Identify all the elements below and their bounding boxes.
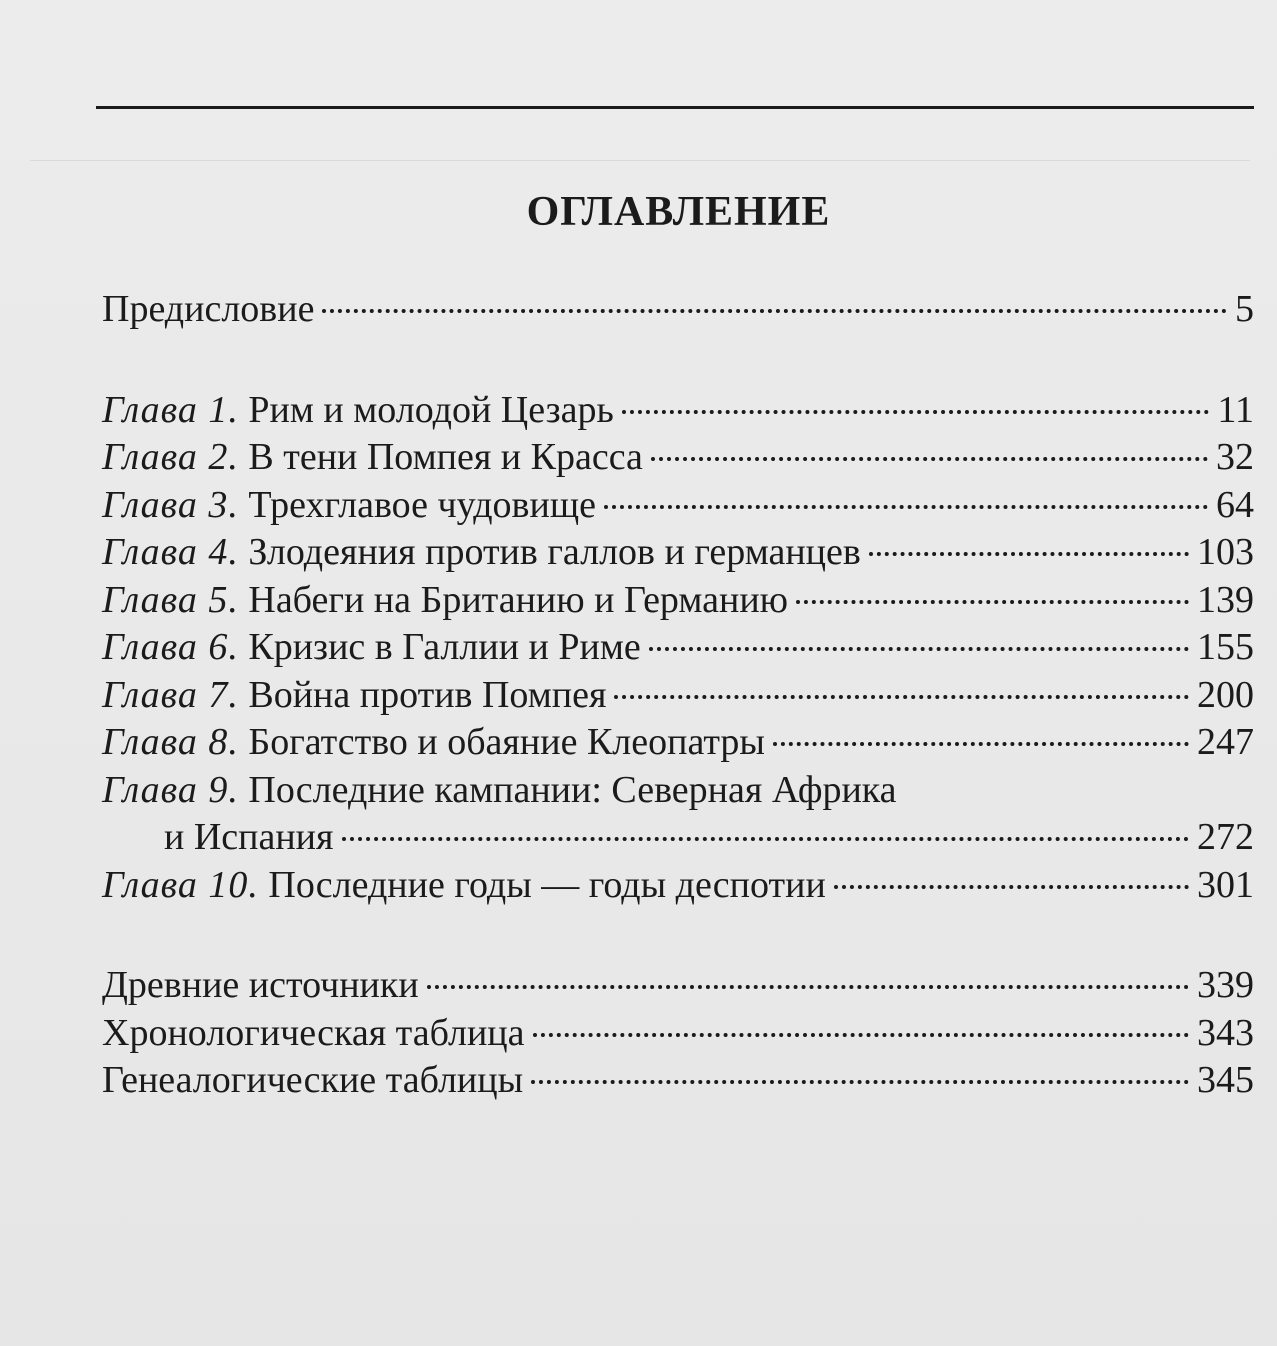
toc-entry-title-continued: и Испания bbox=[164, 816, 334, 858]
dot-leader bbox=[773, 742, 1189, 746]
toc-entry-title: Трехглавое чудовище bbox=[248, 483, 596, 526]
toc-entry-title: Богатство и обаяние Клеопатры bbox=[248, 721, 765, 763]
toc-entry-title: Война против Помпея bbox=[248, 673, 607, 716]
toc-entry-title: Последние кампании: Северная Африка bbox=[248, 768, 897, 811]
chapter-prefix: Глава 7. bbox=[102, 673, 239, 716]
toc-entry-title: Древние источники bbox=[102, 964, 419, 1006]
dot-leader bbox=[834, 885, 1189, 889]
toc-entry-preface[interactable] bbox=[102, 286, 1254, 334]
toc-entry-chapter-1[interactable] bbox=[102, 387, 1254, 435]
toc-page-number: 103 bbox=[1197, 531, 1254, 573]
chapter-prefix: Глава 8. bbox=[102, 721, 239, 763]
toc-page-number: 200 bbox=[1197, 673, 1254, 716]
toc-page-number: 64 bbox=[1216, 483, 1254, 526]
toc-page-number: 301 bbox=[1197, 863, 1254, 906]
toc-page-number: 139 bbox=[1197, 578, 1254, 621]
toc-entry-chapter-5[interactable] bbox=[102, 577, 1254, 625]
toc-page-number: 11 bbox=[1217, 388, 1254, 431]
toc-entry-title: Набеги на Британию и Германию bbox=[248, 578, 789, 621]
toc-entry-title: Рим и молодой Цезарь bbox=[248, 388, 614, 431]
show-through-rule bbox=[30, 160, 1250, 161]
toc-entry-chronology[interactable] bbox=[102, 1010, 1254, 1058]
toc-page-number: 343 bbox=[1197, 1011, 1254, 1054]
toc-entry-chapter-10[interactable] bbox=[102, 862, 1254, 910]
dot-leader bbox=[531, 1080, 1189, 1084]
toc-page-number: 345 bbox=[1197, 1059, 1254, 1101]
chapter-prefix: Глава 9. bbox=[102, 768, 239, 811]
toc-entry-ancient-sources[interactable] bbox=[102, 962, 1254, 1010]
toc-entry-title: Кризис в Галлии и Риме bbox=[248, 626, 641, 668]
toc-page-number: 247 bbox=[1197, 721, 1254, 763]
chapter-prefix: Глава 5. bbox=[102, 578, 239, 621]
toc-entry-genealogy[interactable] bbox=[102, 1057, 1254, 1105]
table-of-contents bbox=[102, 286, 1254, 1105]
toc-entry-title: Последние годы — годы деспотии bbox=[268, 863, 826, 906]
dot-leader bbox=[796, 600, 1189, 604]
toc-entry-chapter-9-continued[interactable] bbox=[102, 814, 1254, 862]
toc-entry-title: Хронологическая таблица bbox=[102, 1011, 525, 1054]
chapter-prefix: Глава 1. bbox=[102, 388, 239, 431]
dot-leader bbox=[869, 552, 1189, 556]
toc-entry-title: Генеалогические таблицы bbox=[102, 1059, 524, 1101]
toc-entry-chapter-4[interactable] bbox=[102, 529, 1254, 577]
toc-entry-chapter-6[interactable] bbox=[102, 624, 1254, 672]
toc-entry-chapter-8[interactable] bbox=[102, 719, 1254, 767]
top-rule bbox=[96, 106, 1254, 109]
chapter-prefix: Глава 3. bbox=[102, 483, 239, 526]
toc-page-number: 5 bbox=[1235, 288, 1254, 330]
toc-entry-chapter-9[interactable] bbox=[102, 767, 1254, 815]
dot-leader bbox=[427, 985, 1189, 989]
dot-leader bbox=[614, 695, 1189, 699]
toc-entry-title: В тени Помпея и Красса bbox=[248, 436, 643, 478]
toc-page-number: 155 bbox=[1197, 626, 1254, 668]
dot-leader bbox=[604, 505, 1208, 509]
toc-page-number: 272 bbox=[1197, 816, 1254, 858]
toc-page-number: 339 bbox=[1197, 964, 1254, 1006]
chapter-prefix: Глава 6. bbox=[102, 626, 239, 668]
toc-entry-title: Предисловие bbox=[102, 288, 315, 330]
chapter-prefix: Глава 4. bbox=[102, 531, 239, 573]
toc-entry-chapter-7[interactable] bbox=[102, 672, 1254, 720]
chapter-prefix: Глава 2. bbox=[102, 436, 239, 478]
dot-leader bbox=[649, 647, 1189, 651]
toc-entry-chapter-3[interactable] bbox=[102, 482, 1254, 530]
chapter-prefix: Глава 10. bbox=[102, 863, 259, 906]
toc-entry-title: Злодеяния против галлов и германцев bbox=[248, 531, 861, 573]
toc-page-number: 32 bbox=[1216, 436, 1254, 478]
dot-leader bbox=[651, 457, 1208, 461]
page-title: ОГЛАВЛЕНИЕ bbox=[526, 189, 831, 235]
toc-entry-chapter-2[interactable] bbox=[102, 434, 1254, 482]
dot-leader bbox=[533, 1033, 1189, 1037]
dot-leader bbox=[622, 410, 1210, 414]
dot-leader bbox=[342, 837, 1190, 841]
dot-leader bbox=[322, 309, 1227, 313]
